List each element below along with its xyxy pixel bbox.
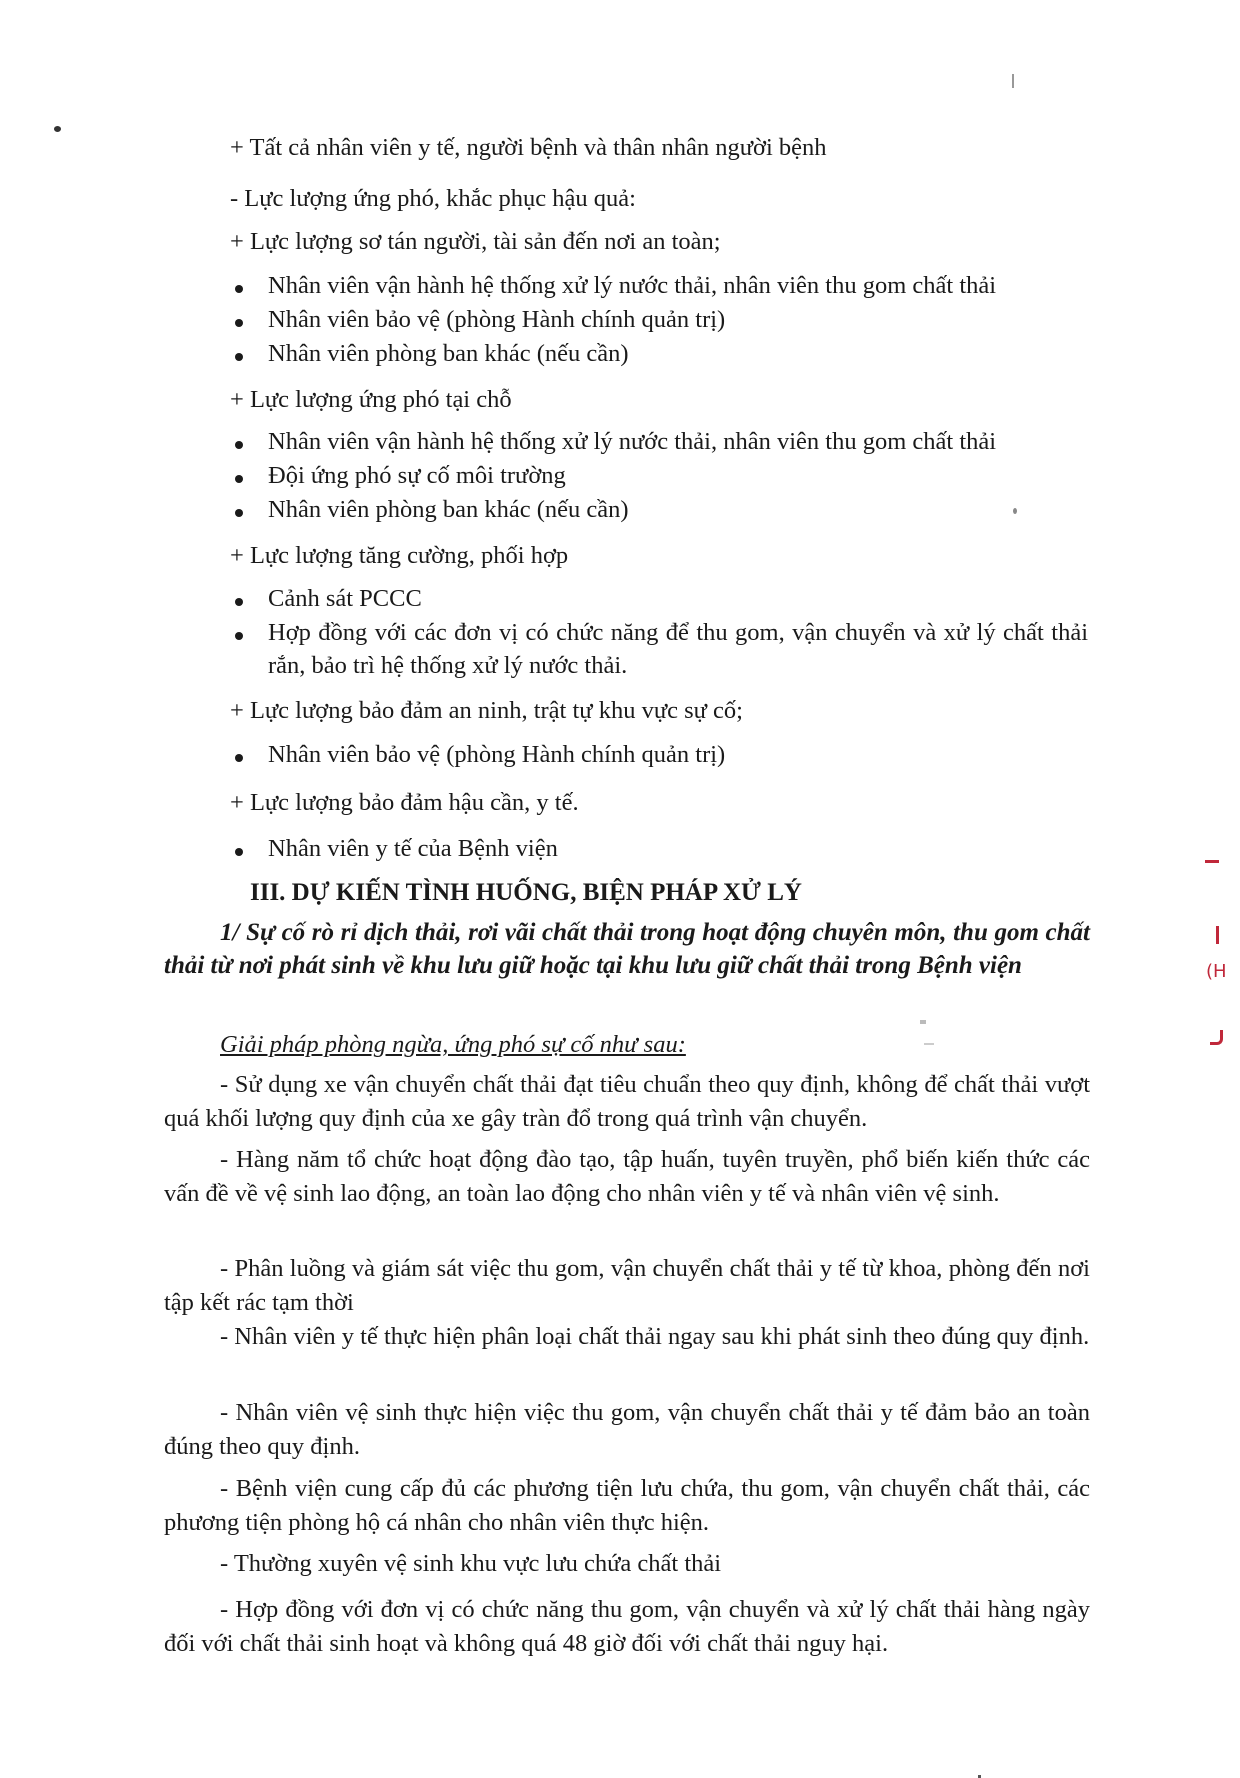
bullet-item: Nhân viên y tế của Bệnh viện — [268, 835, 558, 862]
bullet-icon — [235, 441, 243, 449]
body-paragraph: - Nhân viên y tế thực hiện phân loại chất thải ngay sau khi phát sinh theo đúng quy định. — [220, 1323, 1090, 1350]
body-paragraph: - Nhân viên vệ sinh thực hiện việc thu gom, vận chuyển chất thải y tế đảm bảo an toàn đúng theo quy định. — [164, 1399, 1090, 1460]
bullet-icon — [235, 319, 243, 327]
bullet-item: Nhân viên vận hành hệ thống xử lý nước thải, nhân viên thu gom chất thải — [268, 428, 997, 455]
red-margin-mark — [1216, 926, 1219, 944]
bullet-icon — [235, 509, 243, 517]
text-line: + Lực lượng bảo đảm hậu cần, y tế. — [230, 789, 579, 816]
bullet-item: Nhân viên phòng ban khác (nếu cần) — [268, 340, 629, 367]
bullet-icon — [235, 848, 243, 856]
bullet-icon — [235, 475, 243, 483]
bullet-icon — [235, 285, 243, 293]
body-paragraph: - Hàng năm tổ chức hoạt động đào tạo, tập huấn, tuyên truyền, phổ biến kiến thức các vấn đề về vệ sinh lao động, an toàn lao động cho nhân viên y tế và nhân viên vệ sinh. — [164, 1146, 1090, 1207]
bullet-item: Nhân viên bảo vệ (phòng Hành chính quản trị) — [268, 306, 726, 333]
bullet-item: Nhân viên vận hành hệ thống xử lý nước thải, nhân viên thu gom chất thải — [268, 272, 997, 299]
text-line: + Tất cả nhân viên y tế, người bệnh và thân nhân người bệnh — [230, 134, 827, 161]
body-paragraph: - Thường xuyên vệ sinh khu vực lưu chứa chất thải — [220, 1550, 722, 1577]
bullet-item: Cảnh sát PCCC — [268, 585, 422, 612]
text-line: + Lực lượng tăng cường, phối hợp — [230, 542, 569, 569]
bullet-icon — [235, 353, 243, 361]
text-line: + Lực lượng bảo đảm an ninh, trật tự khu vực sự cố; — [230, 697, 743, 724]
bullet-icon — [235, 754, 243, 762]
text-line: - Lực lượng ứng phó, khắc phục hậu quả: — [230, 185, 636, 212]
scan-speck — [1012, 74, 1014, 88]
bullet-item: Đội ứng phó sự cố môi trường — [268, 462, 566, 489]
bullet-icon — [235, 598, 243, 606]
bullet-item: Hợp đồng với các đơn vị có chức năng để thu gom, vận chuyển và xử lý chất thải rắn, bảo trì hệ thống xử lý nước thải. — [268, 619, 1088, 679]
text-line: + Lực lượng sơ tán người, tài sản đến nơi an toàn; — [230, 228, 721, 255]
body-paragraph: - Bệnh viện cung cấp đủ các phương tiện lưu chứa, thu gom, vận chuyển chất thải, các phương tiện phòng hộ cá nhân cho nhân viên thực hiện. — [164, 1475, 1090, 1536]
bullet-icon — [235, 632, 243, 640]
text-line: + Lực lượng ứng phó tại chỗ — [230, 386, 512, 413]
scan-speck — [924, 1043, 934, 1045]
body-paragraph: - Phân luồng và giám sát việc thu gom, vận chuyển chất thải y tế từ khoa, phòng đến nơi tập kết rác tạm thời — [164, 1255, 1090, 1316]
bullet-item: Nhân viên bảo vệ (phòng Hành chính quản trị) — [268, 741, 726, 768]
body-paragraph: - Sử dụng xe vận chuyển chất thải đạt tiêu chuẩn theo quy định, không để chất thải vượt quá khối lượng quy định của xe gây tràn đổ trong quá trình vận chuyển. — [164, 1071, 1090, 1132]
red-margin-mark — [1205, 860, 1219, 863]
section-heading: III. DỰ KIẾN TÌNH HUỐNG, BIỆN PHÁP XỬ LÝ — [250, 879, 802, 906]
bullet-item: Nhân viên phòng ban khác (nếu cần) — [268, 496, 629, 523]
scan-speck — [920, 1020, 926, 1024]
scan-speck — [54, 126, 61, 132]
red-handwriting: (H — [1206, 962, 1227, 982]
solution-label: Giải pháp phòng ngừa, ứng phó sự cố như sau: — [220, 1031, 686, 1058]
body-paragraph: - Hợp đồng với đơn vị có chức năng thu gom, vận chuyển và xử lý chất thải hàng ngày đối với chất thải sinh hoạt và không quá 48 giờ đối với chất thải nguy hại. — [164, 1596, 1090, 1657]
red-margin-mark — [1210, 1030, 1223, 1045]
subsection-heading: 1/ Sự cố rò rỉ dịch thải, rơi vãi chất thải trong hoạt động chuyên môn, thu gom chất thải từ nơi phát sinh về khu lưu giữ hoặc tại khu lưu giữ chất thải trong Bệnh viện — [164, 919, 1090, 979]
